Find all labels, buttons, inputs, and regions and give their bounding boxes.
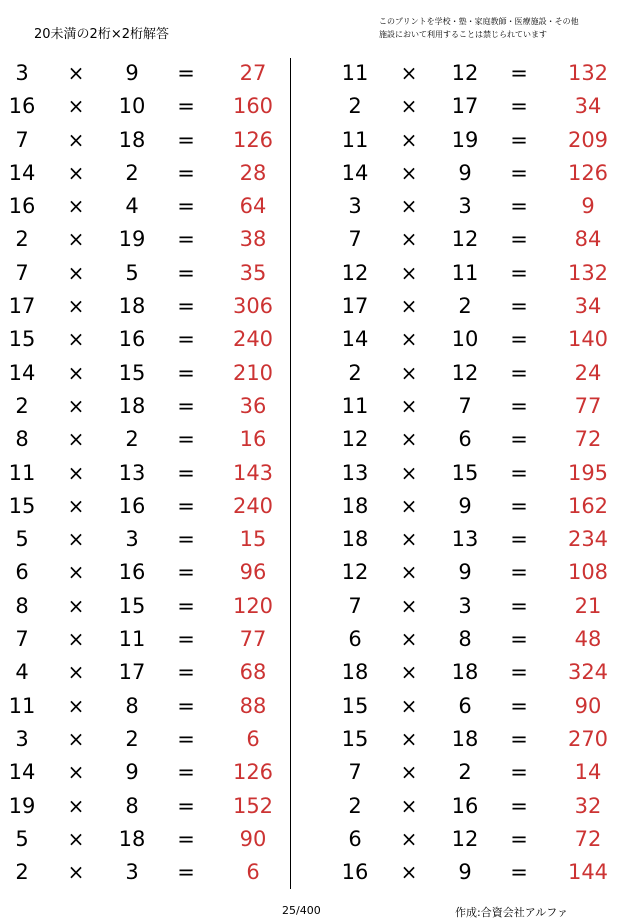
times-sign: ×: [400, 127, 418, 152]
equals-sign: =: [177, 260, 195, 285]
times-sign: ×: [400, 693, 418, 718]
equals-sign: =: [177, 360, 195, 385]
usage-notice-line1: このプリントを学校・塾・家庭教師・医療施設・その他: [379, 17, 579, 26]
answer: 240: [232, 327, 274, 352]
equals-sign: =: [510, 160, 528, 185]
multiplicand: 5: [15, 527, 29, 552]
times-sign: ×: [400, 593, 418, 618]
multiplicand: 3: [15, 726, 29, 751]
answer: 108: [567, 560, 609, 585]
times-sign: ×: [67, 560, 85, 585]
equals-sign: =: [177, 493, 195, 518]
answer: 306: [232, 294, 274, 319]
times-sign: ×: [67, 327, 85, 352]
multiplier: 18: [118, 826, 146, 851]
multiplier: 11: [451, 260, 479, 285]
answer: 234: [567, 527, 609, 552]
times-sign: ×: [400, 793, 418, 818]
answer: 64: [239, 194, 267, 219]
equals-sign: =: [510, 94, 528, 119]
multiplicand: 7: [348, 760, 362, 785]
multiplicand: 16: [341, 860, 369, 885]
equals-sign: =: [177, 427, 195, 452]
equals-sign: =: [510, 560, 528, 585]
equals-sign: =: [510, 127, 528, 152]
multiplicand: 14: [341, 327, 369, 352]
answer: 24: [574, 360, 602, 385]
equals-sign: =: [177, 94, 195, 119]
multiplicand: 18: [341, 660, 369, 685]
equals-sign: =: [177, 627, 195, 652]
usage-notice-line2: 施設において利用することは禁じられています: [379, 30, 547, 39]
equals-sign: =: [177, 726, 195, 751]
multiplier: 9: [125, 760, 139, 785]
equals-sign: =: [177, 560, 195, 585]
multiplier: 2: [125, 726, 139, 751]
times-sign: ×: [67, 227, 85, 252]
answer: 34: [574, 294, 602, 319]
answer: 140: [567, 327, 609, 352]
multiplicand: 19: [8, 793, 36, 818]
multiplier: 10: [118, 94, 146, 119]
multiplicand: 17: [341, 294, 369, 319]
multiplicand: 6: [348, 826, 362, 851]
times-sign: ×: [400, 61, 418, 85]
answer: 6: [246, 726, 260, 751]
answer: 6: [246, 860, 260, 885]
multiplier: 17: [451, 94, 479, 119]
multiplicand: 3: [15, 61, 29, 85]
multiplier: 16: [118, 327, 146, 352]
multiplier: 2: [125, 160, 139, 185]
multiplicand: 16: [8, 94, 36, 119]
answer: 88: [239, 693, 267, 718]
times-sign: ×: [67, 127, 85, 152]
answer: 34: [574, 94, 602, 119]
times-sign: ×: [67, 660, 85, 685]
answer: 90: [239, 826, 267, 851]
times-sign: ×: [67, 593, 85, 618]
times-sign: ×: [67, 294, 85, 319]
equals-sign: =: [510, 61, 528, 85]
times-sign: ×: [67, 793, 85, 818]
equals-sign: =: [510, 194, 528, 219]
times-sign: ×: [400, 294, 418, 319]
answer: 14: [574, 760, 602, 785]
equals-sign: =: [177, 227, 195, 252]
multiplicand: 15: [341, 693, 369, 718]
equals-sign: =: [510, 860, 528, 885]
multiplicand: 7: [348, 593, 362, 618]
multiplier: 15: [118, 593, 146, 618]
multiplicand: 14: [8, 760, 36, 785]
times-sign: ×: [400, 660, 418, 685]
times-sign: ×: [67, 393, 85, 418]
multiplicand: 14: [8, 360, 36, 385]
multiplicand: 14: [8, 160, 36, 185]
multiplier: 9: [458, 160, 472, 185]
answer: 210: [232, 360, 274, 385]
multiplier: 12: [451, 61, 479, 85]
multiplier: 3: [125, 860, 139, 885]
answer: 84: [574, 227, 602, 252]
multiplicand: 11: [8, 460, 36, 485]
equals-sign: =: [177, 760, 195, 785]
times-sign: ×: [400, 194, 418, 219]
answer: 132: [567, 260, 609, 285]
times-sign: ×: [400, 427, 418, 452]
equals-sign: =: [177, 826, 195, 851]
answer: 28: [239, 160, 267, 185]
multiplier: 9: [458, 493, 472, 518]
answer: 152: [232, 793, 274, 818]
answer: 132: [567, 61, 609, 85]
times-sign: ×: [400, 360, 418, 385]
answer: 126: [232, 760, 274, 785]
author-credit: 作成:合資会社アルファ: [455, 906, 569, 919]
multiplicand: 18: [341, 527, 369, 552]
multiplier: 8: [125, 693, 139, 718]
answer: 162: [567, 493, 609, 518]
answer: 90: [574, 693, 602, 718]
equals-sign: =: [510, 427, 528, 452]
multiplicand: 12: [341, 260, 369, 285]
answer: 27: [239, 61, 267, 85]
times-sign: ×: [67, 627, 85, 652]
multiplier: 4: [125, 194, 139, 219]
multiplier: 15: [451, 460, 479, 485]
equals-sign: =: [510, 360, 528, 385]
equals-sign: =: [510, 227, 528, 252]
answer: 38: [239, 227, 267, 252]
multiplier: 10: [451, 327, 479, 352]
multiplicand: 2: [348, 360, 362, 385]
times-sign: ×: [67, 760, 85, 785]
multiplier: 11: [118, 627, 146, 652]
times-sign: ×: [400, 627, 418, 652]
multiplicand: 6: [348, 627, 362, 652]
multiplicand: 2: [348, 94, 362, 119]
equals-sign: =: [177, 693, 195, 718]
equals-sign: =: [510, 760, 528, 785]
times-sign: ×: [67, 61, 85, 85]
answer: 68: [239, 660, 267, 685]
answer: 160: [232, 94, 274, 119]
answer: 77: [239, 627, 267, 652]
answer: 195: [567, 460, 609, 485]
equals-sign: =: [177, 527, 195, 552]
multiplicand: 15: [8, 327, 36, 352]
times-sign: ×: [400, 227, 418, 252]
times-sign: ×: [67, 260, 85, 285]
answer: 240: [232, 493, 274, 518]
equals-sign: =: [510, 527, 528, 552]
times-sign: ×: [67, 160, 85, 185]
equals-sign: =: [177, 660, 195, 685]
page-number: 25/400: [282, 904, 321, 917]
answer: 48: [574, 627, 602, 652]
times-sign: ×: [67, 860, 85, 885]
answer: 96: [239, 560, 267, 585]
times-sign: ×: [400, 760, 418, 785]
answer: 209: [567, 127, 609, 152]
equals-sign: =: [177, 393, 195, 418]
multiplier: 6: [458, 427, 472, 452]
multiplicand: 4: [15, 660, 29, 685]
multiplicand: 7: [15, 260, 29, 285]
times-sign: ×: [400, 393, 418, 418]
multiplier: 3: [125, 527, 139, 552]
equals-sign: =: [177, 194, 195, 219]
multiplier: 15: [118, 360, 146, 385]
equals-sign: =: [510, 393, 528, 418]
multiplicand: 14: [341, 160, 369, 185]
multiplicand: 5: [15, 826, 29, 851]
multiplicand: 11: [341, 61, 369, 85]
multiplier: 13: [118, 460, 146, 485]
times-sign: ×: [67, 94, 85, 119]
multiplicand: 11: [341, 393, 369, 418]
times-sign: ×: [400, 860, 418, 885]
multiplicand: 15: [8, 493, 36, 518]
multiplier: 2: [125, 427, 139, 452]
times-sign: ×: [67, 493, 85, 518]
multiplicand: 12: [341, 427, 369, 452]
multiplicand: 2: [15, 227, 29, 252]
times-sign: ×: [67, 460, 85, 485]
equals-sign: =: [177, 593, 195, 618]
equals-sign: =: [510, 460, 528, 485]
answer: 36: [239, 393, 267, 418]
times-sign: ×: [67, 427, 85, 452]
times-sign: ×: [67, 360, 85, 385]
multiplier: 16: [451, 793, 479, 818]
multiplier: 19: [451, 127, 479, 152]
times-sign: ×: [67, 726, 85, 751]
multiplicand: 17: [8, 294, 36, 319]
multiplier: 8: [458, 627, 472, 652]
equals-sign: =: [510, 660, 528, 685]
multiplier: 3: [458, 194, 472, 219]
multiplier: 3: [458, 593, 472, 618]
multiplier: 2: [458, 760, 472, 785]
multiplier: 18: [118, 127, 146, 152]
multiplier: 12: [451, 826, 479, 851]
times-sign: ×: [67, 194, 85, 219]
answer: 77: [574, 393, 602, 418]
multiplicand: 13: [341, 460, 369, 485]
answer: 324: [567, 660, 609, 685]
times-sign: ×: [400, 560, 418, 585]
times-sign: ×: [400, 527, 418, 552]
times-sign: ×: [400, 726, 418, 751]
multiplier: 9: [458, 860, 472, 885]
times-sign: ×: [400, 94, 418, 119]
multiplier: 18: [451, 726, 479, 751]
multiplier: 17: [118, 660, 146, 685]
equals-sign: =: [510, 493, 528, 518]
multiplicand: 7: [15, 627, 29, 652]
usage-notice: [379, 15, 629, 41]
multiplier: 12: [451, 360, 479, 385]
multiplicand: 11: [341, 127, 369, 152]
multiplicand: 12: [341, 560, 369, 585]
equals-sign: =: [177, 327, 195, 352]
equals-sign: =: [510, 593, 528, 618]
multiplier: 16: [118, 493, 146, 518]
answer: 126: [567, 160, 609, 185]
multiplier: 8: [125, 793, 139, 818]
multiplicand: 8: [15, 593, 29, 618]
multiplicand: 8: [15, 427, 29, 452]
multiplier: 13: [451, 527, 479, 552]
multiplier: 5: [125, 260, 139, 285]
multiplicand: 7: [15, 127, 29, 152]
times-sign: ×: [67, 527, 85, 552]
answer: 120: [232, 593, 274, 618]
multiplier: 19: [118, 227, 146, 252]
equals-sign: =: [510, 294, 528, 319]
answer: 32: [574, 793, 602, 818]
multiplier: 7: [458, 393, 472, 418]
multiplicand: 7: [348, 227, 362, 252]
answer: 9: [581, 194, 595, 219]
answer: 15: [239, 527, 267, 552]
multiplicand: 16: [8, 194, 36, 219]
answer: 72: [574, 427, 602, 452]
multiplier: 16: [118, 560, 146, 585]
times-sign: ×: [400, 327, 418, 352]
times-sign: ×: [400, 260, 418, 285]
equals-sign: =: [177, 793, 195, 818]
answer: 21: [574, 593, 602, 618]
equals-sign: =: [177, 460, 195, 485]
times-sign: ×: [67, 826, 85, 851]
equals-sign: =: [177, 160, 195, 185]
multiplicand: 2: [348, 793, 362, 818]
answer: 144: [567, 860, 609, 885]
multiplicand: 2: [15, 860, 29, 885]
answer: 35: [239, 260, 267, 285]
multiplier: 18: [451, 660, 479, 685]
equals-sign: =: [510, 627, 528, 652]
multiplier: 2: [458, 294, 472, 319]
column-divider: [290, 58, 291, 889]
equals-sign: =: [177, 61, 195, 85]
multiplicand: 11: [8, 693, 36, 718]
times-sign: ×: [400, 160, 418, 185]
answer: 16: [239, 427, 267, 452]
equals-sign: =: [510, 693, 528, 718]
multiplier: 6: [458, 693, 472, 718]
answer: 126: [232, 127, 274, 152]
answer: 72: [574, 826, 602, 851]
multiplicand: 18: [341, 493, 369, 518]
equals-sign: =: [177, 127, 195, 152]
multiplier: 9: [458, 560, 472, 585]
multiplier: 18: [118, 393, 146, 418]
multiplier: 18: [118, 294, 146, 319]
equals-sign: =: [510, 260, 528, 285]
times-sign: ×: [400, 460, 418, 485]
multiplicand: 3: [348, 194, 362, 219]
times-sign: ×: [400, 493, 418, 518]
multiplier: 9: [125, 61, 139, 85]
equals-sign: =: [510, 793, 528, 818]
equals-sign: =: [510, 726, 528, 751]
multiplicand: 2: [15, 393, 29, 418]
equals-sign: =: [177, 860, 195, 885]
equals-sign: =: [177, 294, 195, 319]
equals-sign: =: [510, 327, 528, 352]
equals-sign: =: [510, 826, 528, 851]
multiplier: 12: [451, 227, 479, 252]
answer: 143: [232, 460, 274, 485]
times-sign: ×: [400, 826, 418, 851]
multiplicand: 6: [15, 560, 29, 585]
answer: 270: [567, 726, 609, 751]
worksheet-title: 20未満の2桁×2桁解答: [34, 27, 169, 42]
times-sign: ×: [67, 693, 85, 718]
multiplicand: 15: [341, 726, 369, 751]
